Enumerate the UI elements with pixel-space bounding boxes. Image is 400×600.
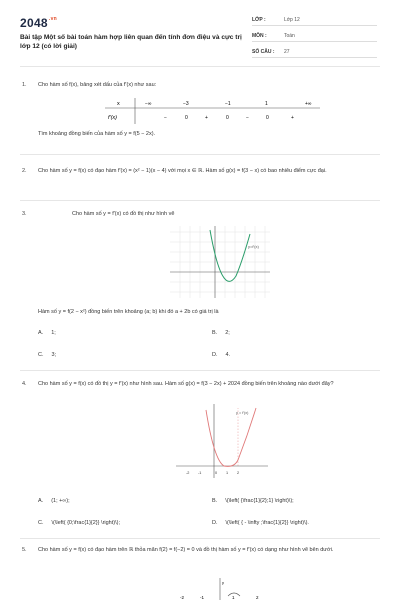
q4-tick: -2 (186, 471, 190, 475)
q1-table-sign: 0 (266, 115, 269, 121)
q1-table-sign: − (164, 115, 167, 121)
site-logo[interactable] (20, 16, 57, 30)
q1-table-x: 1 (265, 101, 268, 107)
q4-option-c[interactable]: C. \(\left( {0;\frac{1}{2}} \right)\); (38, 520, 120, 526)
q1-number: 1. (22, 82, 27, 88)
q4-number: 4. (22, 381, 27, 387)
q5-text: Cho hàm số y = f(x) có đạo hàm trên ℝ thỏa mãn f(2) = f(−2) = 0 và đồ thị hàm số y = f'(x) có dạng như hình vẽ bên dưới. (38, 547, 334, 553)
q4-tick: 1 (226, 471, 229, 475)
divider (20, 200, 380, 201)
q3-option-d[interactable]: D. 4. (212, 352, 231, 358)
meta-class: LỚP : Lớp 12 (252, 14, 377, 26)
q4-option-d[interactable]: D. \(\left( { - \infty ;\frac{1}{2}} \right)\). (212, 520, 309, 526)
logo-suffix: .vn (48, 16, 58, 22)
q5-graph (170, 576, 270, 600)
page-title: Bài tập Một số bài toán hàm hợp liên quan đến tính đơn điệu và cực trị lớp 12 (có lời giải) (20, 34, 242, 50)
q3-ask: Hàm số y = f(2 − x²) đồng biến trên khoảng (a; b) khi đó a + 2b có giá trị là (38, 309, 219, 315)
q4-option-b[interactable]: B. \(\left( {\frac{1}{2};1} \right)\); (212, 498, 294, 504)
q5-y-label: y (222, 580, 224, 585)
q3-option-c[interactable]: C. 3; (38, 352, 57, 358)
q1-table-x: −1 (225, 101, 231, 107)
q5-tick: -2 (180, 595, 185, 600)
q4-graph-label: y = f'(x) (236, 411, 249, 415)
q1-table-sign: 0 (226, 115, 229, 121)
q1-table-fx-label: f'(x) (108, 115, 117, 121)
q1-table-x-label: x (117, 101, 120, 107)
q1-table-x: −∞ (145, 101, 152, 107)
divider (20, 154, 380, 155)
q5-tick: -1 (200, 595, 205, 600)
q2-text: Cho hàm số y = f(x) có đạo hàm f'(x) = (x² − 1)(x − 4) với mọi x ∈ ℝ. Hàm số g(x) = f(3 − x) có bao nhiêu điểm cực đại. (38, 168, 327, 174)
divider (20, 538, 380, 539)
meta-question-count: SỐ CÂU : 27 (252, 46, 377, 58)
q4-text: Cho hàm số y = f(x) có đồ thị y = f'(x) như hình sau. Hàm số g(x) = f(3 − 2x) + 2024 đồng biến trên khoảng nào dưới đây? (38, 381, 334, 387)
q4-tick: 2 (237, 471, 240, 475)
q1-table-x: −3 (183, 101, 189, 107)
q1-table-sign: − (246, 115, 249, 121)
q5-number: 5. (22, 547, 27, 553)
q3-curve (210, 230, 250, 281)
q1-ask: Tìm khoảng đồng biến của hàm số y = f(5 − 2x). (38, 131, 156, 137)
q3-number: 3. (22, 211, 27, 217)
q5-tick: 2 (256, 595, 259, 600)
q1-text: Cho hàm số f(x), bảng xét dấu của f'(x) như sau: (38, 82, 157, 88)
q1-table-sign: + (205, 115, 208, 121)
q1-table-sign: + (291, 115, 294, 121)
q1-table-x: +∞ (305, 101, 312, 107)
q3-text: Cho hàm số y = f'(x) có đồ thị như hình vẽ (72, 211, 175, 217)
q3-option-a[interactable]: A. 1; (38, 330, 56, 336)
q4-option-a[interactable]: A. (1; +∞); (38, 498, 70, 504)
q2-number: 2. (22, 168, 27, 174)
q3-graph (170, 226, 270, 298)
q4-tick: -1 (198, 471, 202, 475)
meta-subject: MÔN : Toán (252, 30, 377, 42)
divider (20, 370, 380, 371)
q4-graph (176, 404, 268, 478)
q3-option-b[interactable]: B. 2; (212, 330, 230, 336)
q5-tick: 1 (232, 595, 235, 600)
q3-graph-label: y=f'(x) (248, 244, 259, 249)
divider (20, 66, 380, 67)
q4-curve (206, 408, 256, 466)
q1-table-sign: 0 (185, 115, 188, 121)
q1-sign-table (105, 96, 320, 126)
logo-text: 2048 (20, 16, 48, 30)
q4-tick: 0 (215, 471, 218, 475)
